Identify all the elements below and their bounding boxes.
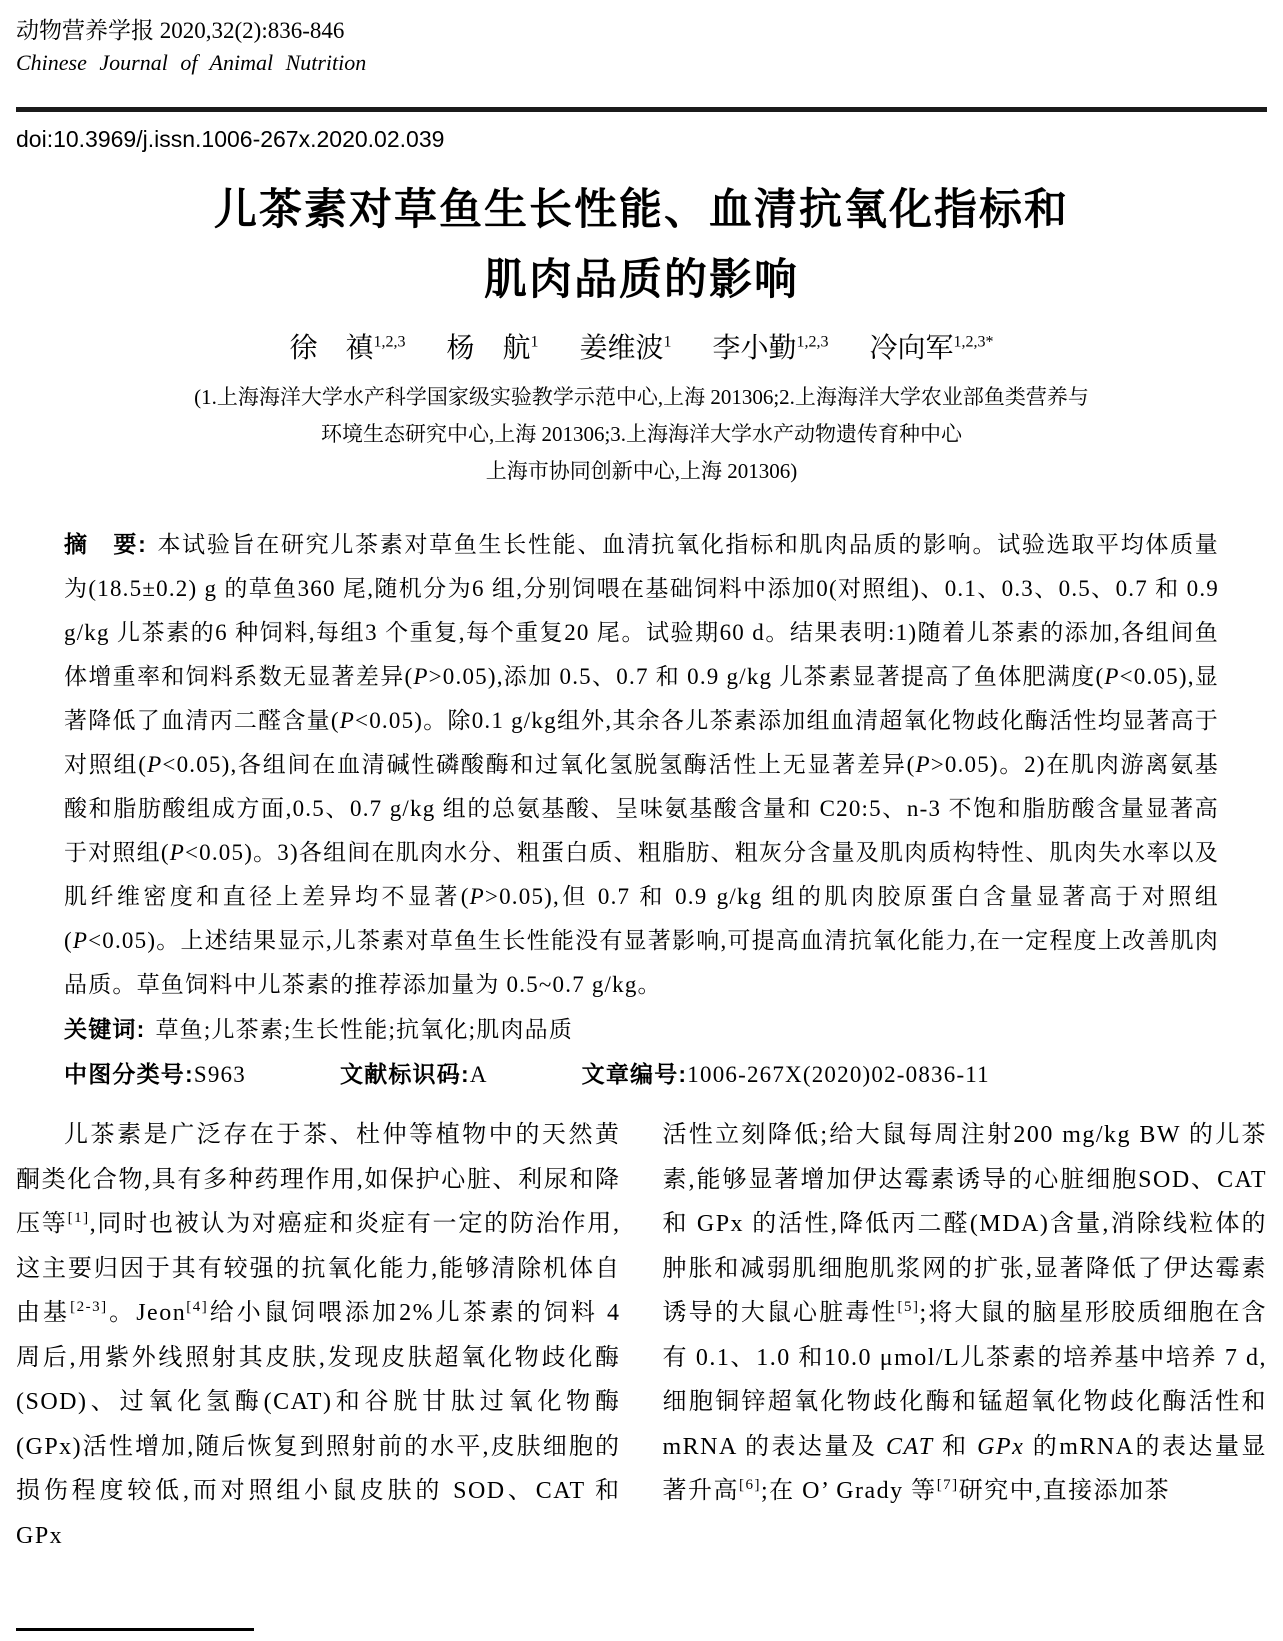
author-affiliation-superscript: 1,2,3* bbox=[953, 333, 994, 351]
left-column bbox=[16, 1113, 621, 1558]
header-divider bbox=[16, 107, 1267, 112]
article-id-label: 文章编号: bbox=[581, 1061, 688, 1087]
clc-value: S963 bbox=[193, 1062, 246, 1087]
abstract-paragraph bbox=[64, 522, 1219, 1007]
author-4 bbox=[713, 333, 829, 364]
article-id bbox=[582, 1052, 990, 1097]
affiliation-line-2: 环境生态研究中心,上海 201306;3.上海海洋大学水产动物遗传育种中心 bbox=[320, 422, 963, 446]
keywords-label: 关键词: bbox=[64, 1016, 146, 1042]
keywords-text: 草鱼;儿茶素;生长性能;抗氧化;肌肉品质 bbox=[155, 1017, 574, 1042]
author-list bbox=[16, 331, 1267, 367]
author-name: 姜维波 bbox=[579, 333, 664, 364]
footnote-divider bbox=[16, 1628, 254, 1631]
author-2 bbox=[446, 333, 538, 364]
document-code-value: A bbox=[469, 1062, 488, 1087]
author-affiliation-superscript: 1 bbox=[663, 333, 672, 351]
journal-header bbox=[16, 16, 1267, 77]
author-5 bbox=[870, 333, 994, 364]
clc-number bbox=[64, 1052, 246, 1097]
journal-citation: 动物营养学报 2020,32(2):836-846 bbox=[16, 18, 345, 43]
article-title bbox=[16, 175, 1267, 315]
clc-label: 中图分类号: bbox=[64, 1061, 194, 1087]
author-affiliation-superscript: 1,2,3 bbox=[373, 333, 406, 351]
affiliation-line-1: (1.上海海洋大学水产科学国家级实验教学示范中心,上海 201306;2.上海海洋大学农业部鱼类营养与 bbox=[194, 385, 1089, 409]
abstract-label: 摘 要: bbox=[64, 531, 147, 557]
author-name: 徐 禛 bbox=[289, 333, 374, 364]
author-name: 杨 航 bbox=[446, 333, 531, 364]
doi-line: doi:10.3969/j.issn.1006-267x.2020.02.039 bbox=[16, 126, 445, 152]
article-title-line1: 儿茶素对草鱼生长性能、血清抗氧化指标和 bbox=[214, 186, 1069, 234]
body-paragraph-right: 活性立刻降低;给大鼠每周注射200 mg/kg BW 的儿茶素,能够显著增加伊达霉素诱导的心脏细胞SOD、CAT 和 GPx 的活性,降低丙二醛(MDA)含量,消除线粒体的肿胀和减弱肌细胞肌浆网的扩张,显著降低了伊达霉素诱导的大鼠心脏毒性[5];将大鼠的脑星形胶质细胞在含有 0.1、1.0 和10.0 μmol/L儿茶素的培养基中培养 7 d,细胞铜锌超氧化物歧化酶和锰超氧化物歧化酶活性和mRNA 的表达量及 CAT 和 GPx 的mRNA的表达量显著升高[6];在 O’ Grady 等[7]研究中,直接添加茶 bbox=[662, 1122, 1268, 1504]
author-1 bbox=[289, 333, 405, 364]
abstract-section bbox=[64, 522, 1219, 1097]
body-columns bbox=[16, 1113, 1267, 1558]
document-code-label: 文献标识码: bbox=[339, 1061, 470, 1087]
affiliation-line-3: 上海市协同创新中心,上海 201306) bbox=[485, 459, 798, 483]
author-affiliation-superscript: 1 bbox=[530, 333, 539, 351]
article-title-line2: 肌肉品质的影响 bbox=[484, 256, 799, 304]
classification-line bbox=[64, 1052, 1219, 1097]
author-name: 李小勤 bbox=[712, 333, 797, 364]
journal-name-english: Chinese Journal of Animal Nutrition bbox=[16, 50, 367, 75]
body-paragraph-left: 儿茶素是广泛存在于茶、杜仲等植物中的天然黄酮类化合物,具有多种药理作用,如保护心脏、利尿和降压等[1],同时也被认为对癌症和炎症有一定的防治作用,这主要归因于其有较强的抗氧化能力,能够清除机体自由基[2-3]。Jeon[4]给小鼠饲喂添加2%儿茶素的饲料 4 周后,用紫外线照射其皮肤,发现皮肤超氧化物歧化酶(SOD)、过氧化氢酶(CAT)和谷胱甘肽过氧化物酶(GPx)活性增加,随后恢复到照射前的水平,皮肤细胞的损伤程度较低,而对照组小鼠皮肤的 SOD、CAT 和 GPx bbox=[16, 1122, 621, 1549]
article-id-value: 1006-267X(2020)02-0836-11 bbox=[687, 1062, 990, 1087]
author-3 bbox=[579, 333, 671, 364]
author-name: 冷向军 bbox=[869, 333, 954, 364]
affiliations bbox=[16, 379, 1267, 490]
abstract-text: 本试验旨在研究儿茶素对草鱼生长性能、血清抗氧化指标和肌肉品质的影响。试验选取平均体质量为(18.5±0.2) g 的草鱼360 尾,随机分为6 组,分别饲喂在基础饲料中添加0(对照组)、0.1、0.3、0.5、0.7 和 0.9 g/kg 儿茶素的6 种饲料,每组3 个重复,每个重复20 尾。试验期60 d。结果表明:1)随着儿茶素的添加,各组间鱼体增重率和饲料系数无显著差异(P>0.05),添加 0.5、0.7 和 0.9 g/kg 儿茶素显著提高了鱼体肥满度(P<0.05),显著降低了血清丙二醛含量(P<0.05)。除0.1 g/kg组外,其余各儿茶素添加组血清超氧化物歧化酶活性均显著高于对照组(P<0.05),各组间在血清碱性磷酸酶和过氧化氢脱氢酶活性上无显著差异(P>0.05)。2)在肌肉游离氨基酸和脂肪酸组成方面,0.5、0.7 g/kg 组的总氨基酸、呈味氨基酸含量和 C20:5、n-3 不饱和脂肪酸含量显著高于对照组(P<0.05)。3)各组间在肌肉水分、粗蛋白质、粗脂肪、粗灰分含量及肌肉质构特性、肌肉失水率以及肌纤维密度和直径上差异均不显著(P>0.05),但 0.7 和 0.9 g/kg 组的肌肉胶原蛋白含量显著高于对照组(P<0.05)。上述结果显示,儿茶素对草鱼生长性能没有显著影响,可提高血清抗氧化能力,在一定程度上改善肌肉品质。草鱼饲料中儿茶素的推荐添加量为 0.5~0.7 g/kg。 bbox=[64, 532, 1219, 997]
keywords-line bbox=[64, 1007, 1219, 1052]
author-affiliation-superscript: 1,2,3 bbox=[796, 333, 829, 351]
right-column bbox=[663, 1113, 1268, 1558]
document-code bbox=[340, 1052, 488, 1097]
